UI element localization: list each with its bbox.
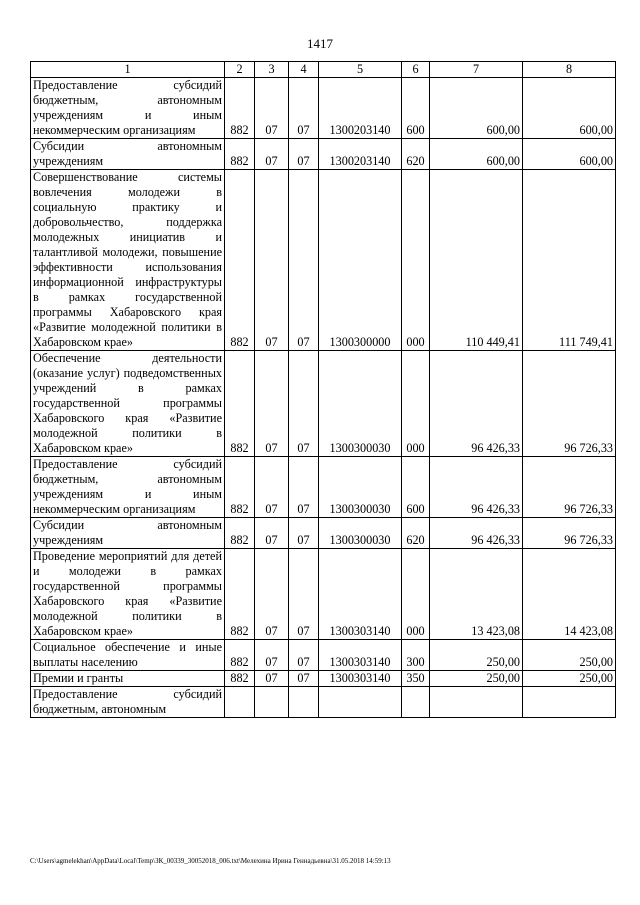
row-name-cell: Предоставление субсидий бюджетным, автономным [31, 687, 225, 718]
row-amount-year2-cell: 250,00 [523, 640, 616, 671]
row-section-cell: 07 [255, 640, 289, 671]
table-header-row [31, 62, 616, 78]
row-subsection-cell: 07 [289, 351, 319, 457]
row-target-article-cell: 1300303140 [319, 640, 402, 671]
header-col-1: 1 [31, 62, 225, 78]
row-name-cell: Обеспечение деятельности (оказание услуг) подведомственных учреждений в рамках государственной программы Хабаровского края «Развитие молодежной политики в Хабаровском крае» [31, 351, 225, 457]
row-admin-code-cell: 882 [225, 518, 255, 549]
row-target-article-cell: 1300300030 [319, 457, 402, 518]
row-admin-code-cell: 882 [225, 457, 255, 518]
row-target-article-cell: 1300203140 [319, 78, 402, 139]
row-name-cell: Субсидии автономным учреждениям [31, 139, 225, 170]
row-name-cell: Предоставление субсидий бюджетным, автономным учреждениям и иным некоммерческим организациям [31, 457, 225, 518]
row-target-article-cell: 1300300030 [319, 518, 402, 549]
row-amount-year2-cell: 600,00 [523, 139, 616, 170]
row-expense-type-cell: 620 [402, 139, 430, 170]
row-amount-year1-cell: 96 426,33 [430, 457, 523, 518]
row-amount-year2-cell: 111 749,41 [523, 170, 616, 351]
table-row [31, 518, 616, 549]
row-section-cell: 07 [255, 549, 289, 640]
row-section-cell: 07 [255, 170, 289, 351]
row-amount-year1-cell: 250,00 [430, 671, 523, 687]
row-amount-year1-cell: 110 449,41 [430, 170, 523, 351]
table-row [31, 78, 616, 139]
row-admin-code-cell: 882 [225, 671, 255, 687]
row-subsection-cell: 07 [289, 78, 319, 139]
row-amount-year1-cell: 96 426,33 [430, 351, 523, 457]
row-amount-year2-cell: 96 726,33 [523, 351, 616, 457]
row-admin-code-cell: 882 [225, 640, 255, 671]
row-expense-type-cell: 600 [402, 78, 430, 139]
row-amount-year2-cell: 250,00 [523, 671, 616, 687]
row-expense-type-cell: 600 [402, 457, 430, 518]
row-section-cell: 07 [255, 518, 289, 549]
row-name-cell: Социальное обеспечение и иные выплаты населению [31, 640, 225, 671]
table-row [31, 671, 616, 687]
row-target-article-cell [319, 687, 402, 718]
file-path-footer: C:\Users\agmelekhan\AppData\Local\Temp\ЗК_00339_30052018_006.txt\Мелехина Ирина Геннадьевна\31.05.2018 14:59:13 [30, 857, 391, 865]
row-expense-type-cell: 000 [402, 170, 430, 351]
row-name-cell: Проведение мероприятий для детей и молодежи в рамках государственной программы Хабаровского края «Развитие молодежной политики в Хабаровском крае» [31, 549, 225, 640]
budget-table [30, 61, 616, 718]
row-target-article-cell: 1300300030 [319, 351, 402, 457]
row-expense-type-cell: 620 [402, 518, 430, 549]
row-admin-code-cell: 882 [225, 351, 255, 457]
row-amount-year1-cell: 600,00 [430, 78, 523, 139]
row-subsection-cell: 07 [289, 457, 319, 518]
row-target-article-cell: 1300303140 [319, 549, 402, 640]
row-expense-type-cell: 000 [402, 549, 430, 640]
row-admin-code-cell: 882 [225, 549, 255, 640]
row-amount-year2-cell: 14 423,08 [523, 549, 616, 640]
table-row [31, 170, 616, 351]
row-admin-code-cell: 882 [225, 78, 255, 139]
row-name-cell: Премии и гранты [31, 671, 225, 687]
table-row [31, 640, 616, 671]
row-subsection-cell [289, 687, 319, 718]
row-target-article-cell: 1300303140 [319, 671, 402, 687]
row-section-cell: 07 [255, 78, 289, 139]
row-name-cell: Совершенствование системы вовлечения молодежи в социальную практику и добровольчество, поддержка молодежных инициатив и талантливой молодежи, повышение эффективности использования информационной инфраструктуры в рамках государственной программы Хабаровского края «Развитие молодежной политики в Хабаровском крае» [31, 170, 225, 351]
row-section-cell [255, 687, 289, 718]
row-admin-code-cell: 882 [225, 170, 255, 351]
page-number: 1417 [307, 36, 333, 51]
row-expense-type-cell: 300 [402, 640, 430, 671]
header-col-8: 8 [523, 62, 616, 78]
row-subsection-cell: 07 [289, 549, 319, 640]
table-row [31, 687, 616, 718]
table-row [31, 351, 616, 457]
row-section-cell: 07 [255, 457, 289, 518]
header-col-7: 7 [430, 62, 523, 78]
header-col-4: 4 [289, 62, 319, 78]
header-col-6: 6 [402, 62, 430, 78]
row-expense-type-cell: 350 [402, 671, 430, 687]
table-row [31, 549, 616, 640]
row-amount-year1-cell: 13 423,08 [430, 549, 523, 640]
row-subsection-cell: 07 [289, 139, 319, 170]
row-subsection-cell: 07 [289, 518, 319, 549]
row-target-article-cell: 1300203140 [319, 139, 402, 170]
row-amount-year1-cell: 250,00 [430, 640, 523, 671]
row-amount-year1-cell: 600,00 [430, 139, 523, 170]
row-subsection-cell: 07 [289, 640, 319, 671]
row-subsection-cell: 07 [289, 170, 319, 351]
row-expense-type-cell [402, 687, 430, 718]
row-amount-year2-cell: 96 726,33 [523, 518, 616, 549]
row-amount-year1-cell [430, 687, 523, 718]
row-amount-year2-cell [523, 687, 616, 718]
row-expense-type-cell: 000 [402, 351, 430, 457]
row-name-cell: Предоставление субсидий бюджетным, автономным учреждениям и иным некоммерческим организациям [31, 78, 225, 139]
row-section-cell: 07 [255, 139, 289, 170]
row-amount-year2-cell: 96 726,33 [523, 457, 616, 518]
row-amount-year1-cell: 96 426,33 [430, 518, 523, 549]
header-col-5: 5 [319, 62, 402, 78]
row-amount-year2-cell: 600,00 [523, 78, 616, 139]
header-col-3: 3 [255, 62, 289, 78]
row-target-article-cell: 1300300000 [319, 170, 402, 351]
table-row [31, 139, 616, 170]
table-row [31, 457, 616, 518]
row-admin-code-cell: 882 [225, 139, 255, 170]
row-section-cell: 07 [255, 671, 289, 687]
header-col-2: 2 [225, 62, 255, 78]
row-subsection-cell: 07 [289, 671, 319, 687]
row-name-cell: Субсидии автономным учреждениям [31, 518, 225, 549]
row-admin-code-cell [225, 687, 255, 718]
row-section-cell: 07 [255, 351, 289, 457]
